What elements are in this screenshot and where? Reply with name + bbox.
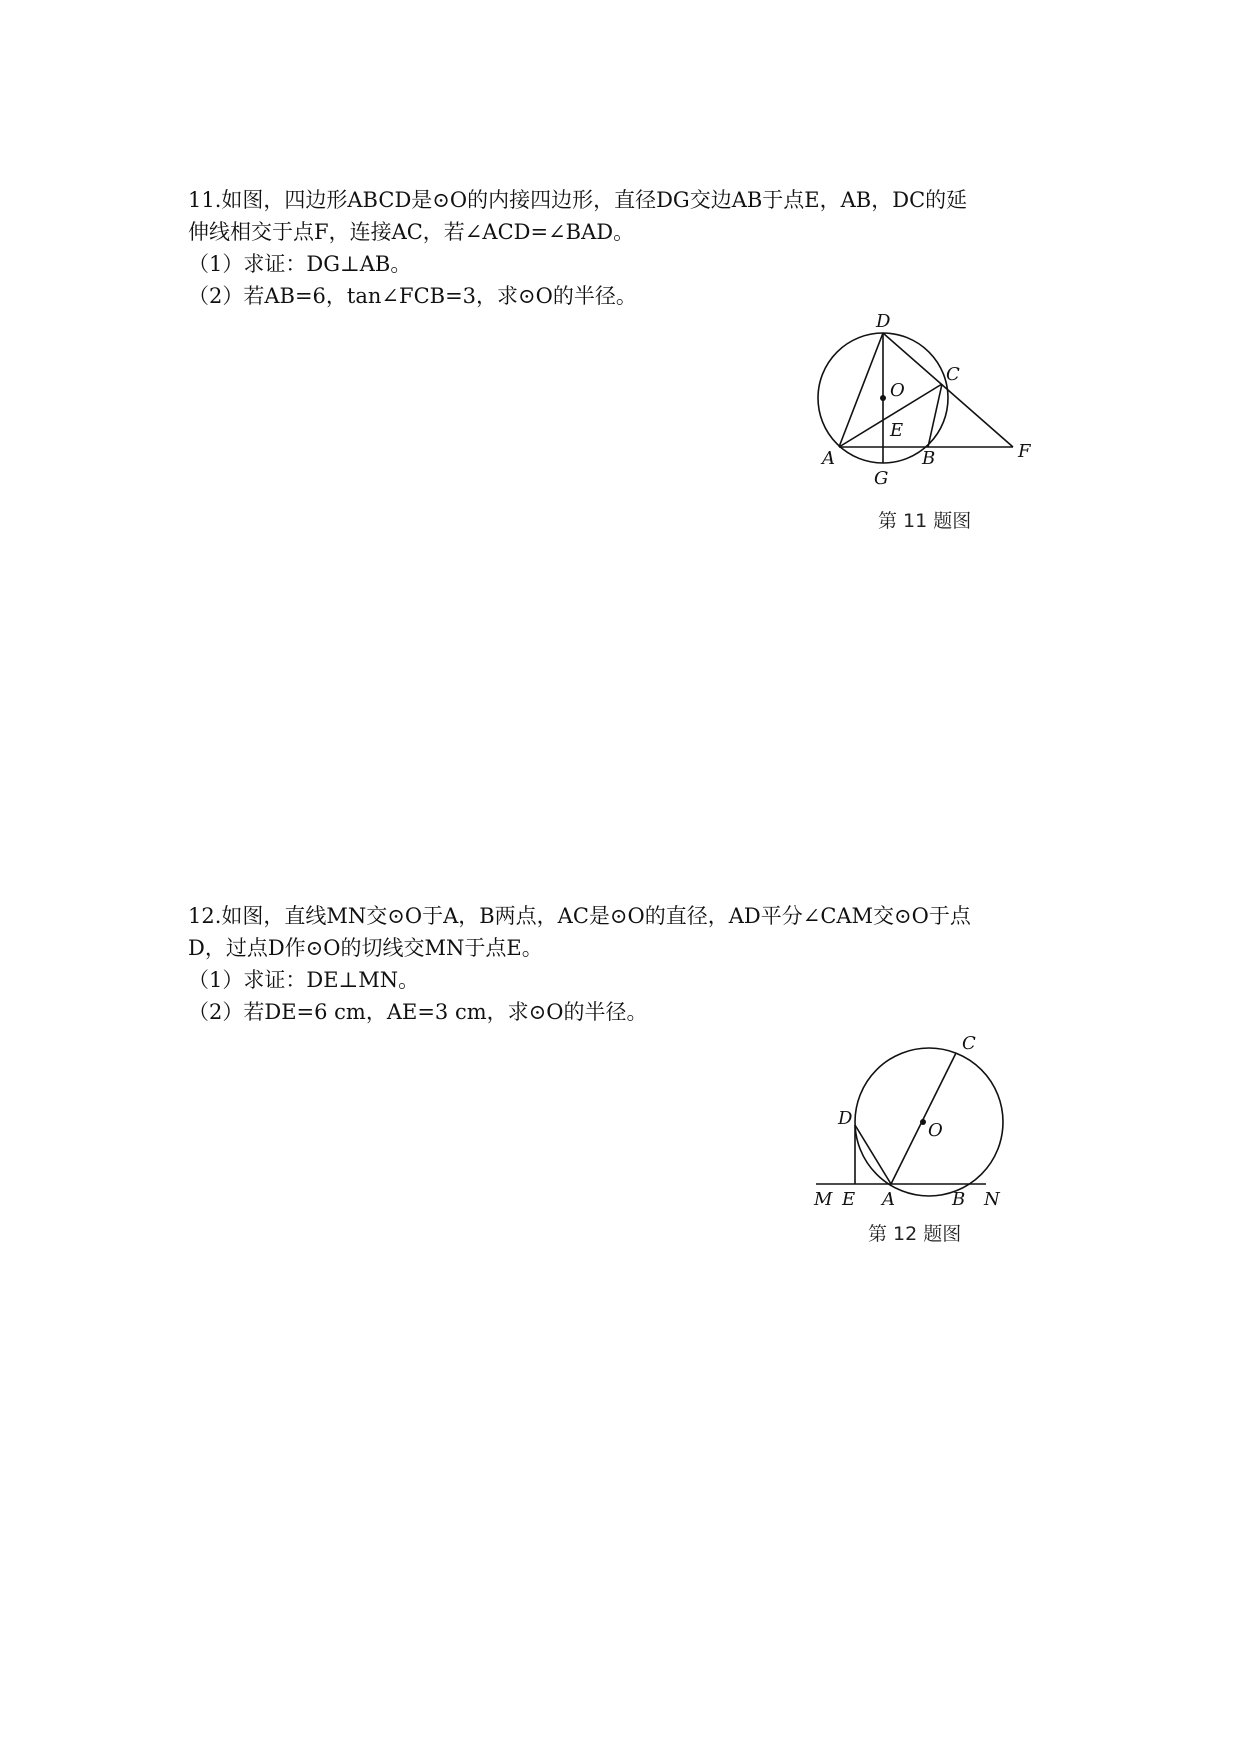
figure-11 — [808, 312, 1048, 492]
question-12 — [188, 900, 1058, 1028]
question-12-part1: （1）求证：DE⊥MN。 — [188, 968, 420, 992]
label-e: E — [842, 1189, 856, 1210]
label-a: A — [882, 1189, 895, 1210]
label-d: D — [876, 312, 891, 332]
label-g: G — [874, 468, 889, 489]
segment-da — [839, 333, 883, 447]
label-m: M — [814, 1189, 833, 1210]
question-12-stem-line2: D，过点D作⊙O的切线交MN于点E。 — [188, 936, 543, 960]
label-c: C — [946, 364, 960, 385]
label-n: N — [984, 1189, 1000, 1210]
center-dot — [920, 1119, 926, 1125]
figure-11-caption: 第 11 题图 — [878, 510, 972, 532]
question-11-part1: （1）求证：DG⊥AB。 — [188, 252, 412, 276]
question-11-part2: （2）若AB=6，tan∠FCB=3，求⊙O的半径。 — [188, 284, 637, 308]
question-11-stem-line1: 11.如图，四边形ABCD是⊙O的内接四边形，直径DG交边AB于点E，AB，DC的延 — [188, 188, 968, 212]
label-b: B — [922, 448, 936, 469]
label-f: F — [1018, 441, 1031, 462]
question-12-stem-line1: 12.如图，直线MN交⊙O于A，B两点，AC是⊙O的直径，AD平分∠CAM交⊙O于点 — [188, 904, 971, 928]
label-b: B — [952, 1189, 966, 1210]
figure-12-caption: 第 12 题图 — [868, 1223, 962, 1245]
diameter-ac — [891, 1053, 956, 1184]
label-e: E — [890, 420, 904, 441]
label-c: C — [962, 1033, 976, 1054]
figure-11-diagram — [808, 312, 1048, 492]
label-o: O — [928, 1120, 943, 1141]
label-o: O — [890, 380, 905, 401]
label-a: A — [822, 448, 835, 469]
question-11-stem-line2: 伸线相交于点F，连接AC，若∠ACD=∠BAD。 — [188, 220, 635, 244]
question-12-part2: （2）若DE=6 cm，AE=3 cm，求⊙O的半径。 — [188, 1000, 648, 1024]
center-dot — [880, 395, 886, 401]
segment-da — [855, 1125, 891, 1184]
label-d: D — [838, 1108, 853, 1129]
figure-12-diagram — [812, 1025, 1032, 1235]
figure-12 — [812, 1025, 1032, 1235]
question-11 — [188, 184, 1058, 312]
